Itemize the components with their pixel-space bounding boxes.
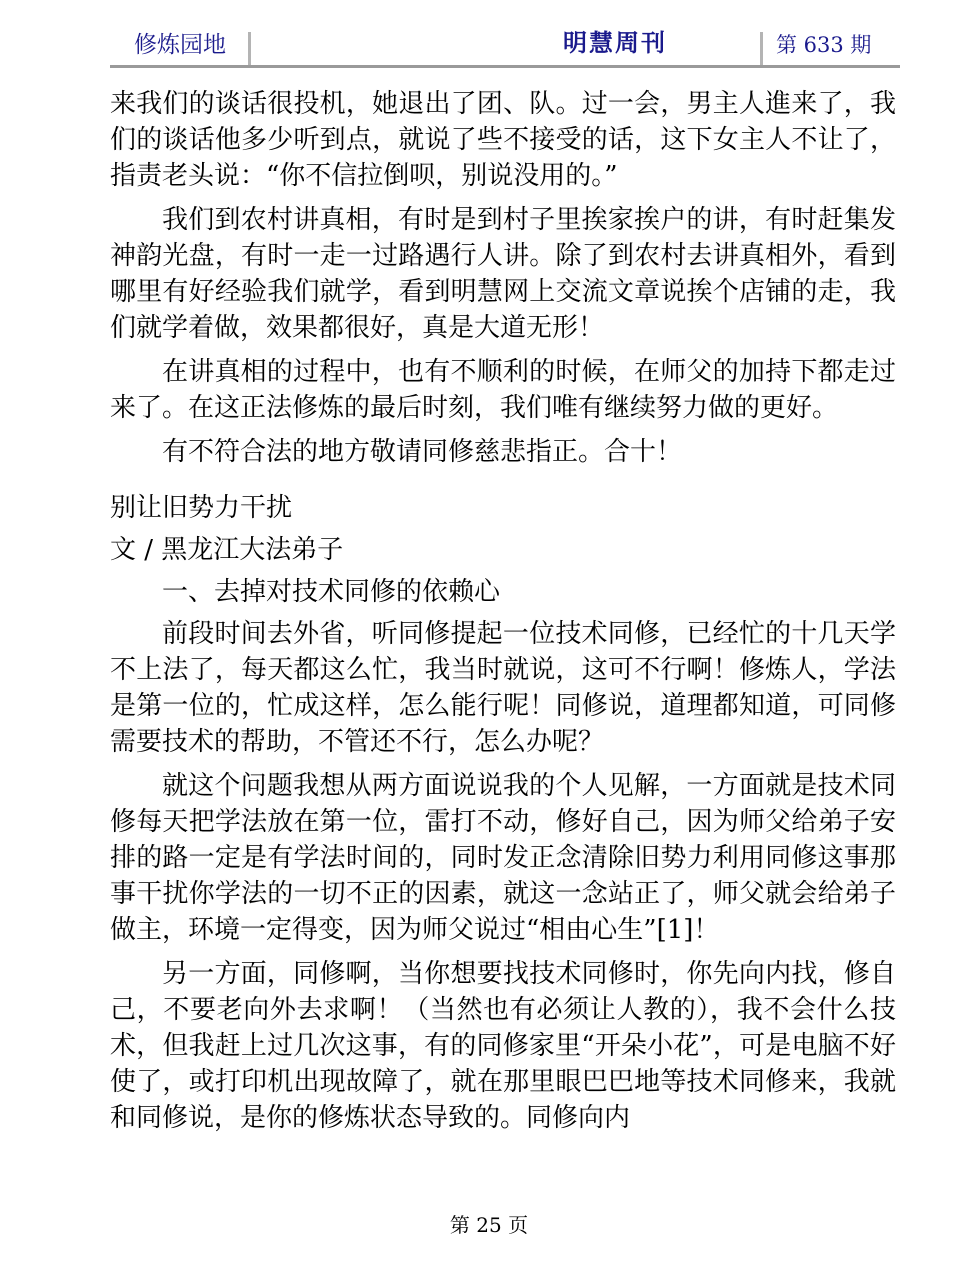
header-divider: [248, 32, 251, 66]
paragraph: 有不符合法的地方敬请同修慈悲指正。合十！: [162, 437, 683, 467]
issue-number: 第 633 期: [776, 33, 872, 57]
section-name: 修炼园地: [134, 32, 226, 58]
publication-title: 明慧周刊: [563, 28, 667, 57]
page-header: [110, 26, 900, 68]
article-title: 别让旧势力干扰: [110, 493, 293, 523]
header-divider: [760, 32, 763, 66]
page-number: 第 25 页: [449, 1213, 529, 1237]
header-rule: [110, 65, 900, 68]
section-subheading: 一、去掉对技术同修的依赖心: [162, 577, 501, 607]
article-body: [110, 86, 896, 1144]
paragraph: 来我们的谈话很投机，她退出了团、队。过一会，男主人進来了，我们的谈话他多少听到点，就说了些不接受的话，这下女主人不让了，指责老头说：“你不信拉倒呗，别说没用的。”: [110, 89, 896, 191]
paragraph: 另一方面，同修啊，当你想要找技术同修时，你先向内找，修自己，不要老向外去求啊！（当然也有必须让人教的），我不会什么技术，但我赶上过几次这事，有的同修家里“开朵小花”，可是电脑不好使了，或打印机出现故障了，就在那里眼巴巴地等技术同修来，我就和同修说，是你的修炼状态导致的。同修向内: [110, 959, 896, 1133]
paragraph: 我们到农村讲真相，有时是到村子里挨家挨户的讲，有时赶集发神韵光盘，有时一走一过路遇行人讲。除了到农村去讲真相外，看到哪里有好经验我们就学，看到明慧网上交流文章说挨个店铺的走，我们就学着做，效果都很好，真是大道无形！: [110, 205, 896, 343]
paragraph: 就这个问题我想从两方面说说我的个人见解，一方面就是技术同修每天把学法放在第一位，雷打不动，修好自己，因为师父给弟子安排的路一定是有学法时间的，同时发正念清除旧势力利用同修这事那事干扰你学法的一切不正的因素，就这一念站正了，师父就会给弟子做主，环境一定得变，因为师父说过“相由心生”[1]！: [110, 771, 896, 945]
paragraph: 前段时间去外省，听同修提起一位技术同修，已经忙的十几天学不上法了，每天都这么忙，我当时就说，这可不行啊！修炼人，学法是第一位的，忙成这样，怎么能行呢！同修说，道理都知道，可同修需要技术的帮助，不管还不行，怎么办呢？: [110, 619, 896, 757]
byline: 文 / 黑龙江大法弟子: [110, 535, 344, 565]
paragraph: 在讲真相的过程中，也有不顺利的时候，在师父的加持下都走过来了。在这正法修炼的最后时刻，我们唯有继续努力做的更好。: [110, 357, 896, 423]
